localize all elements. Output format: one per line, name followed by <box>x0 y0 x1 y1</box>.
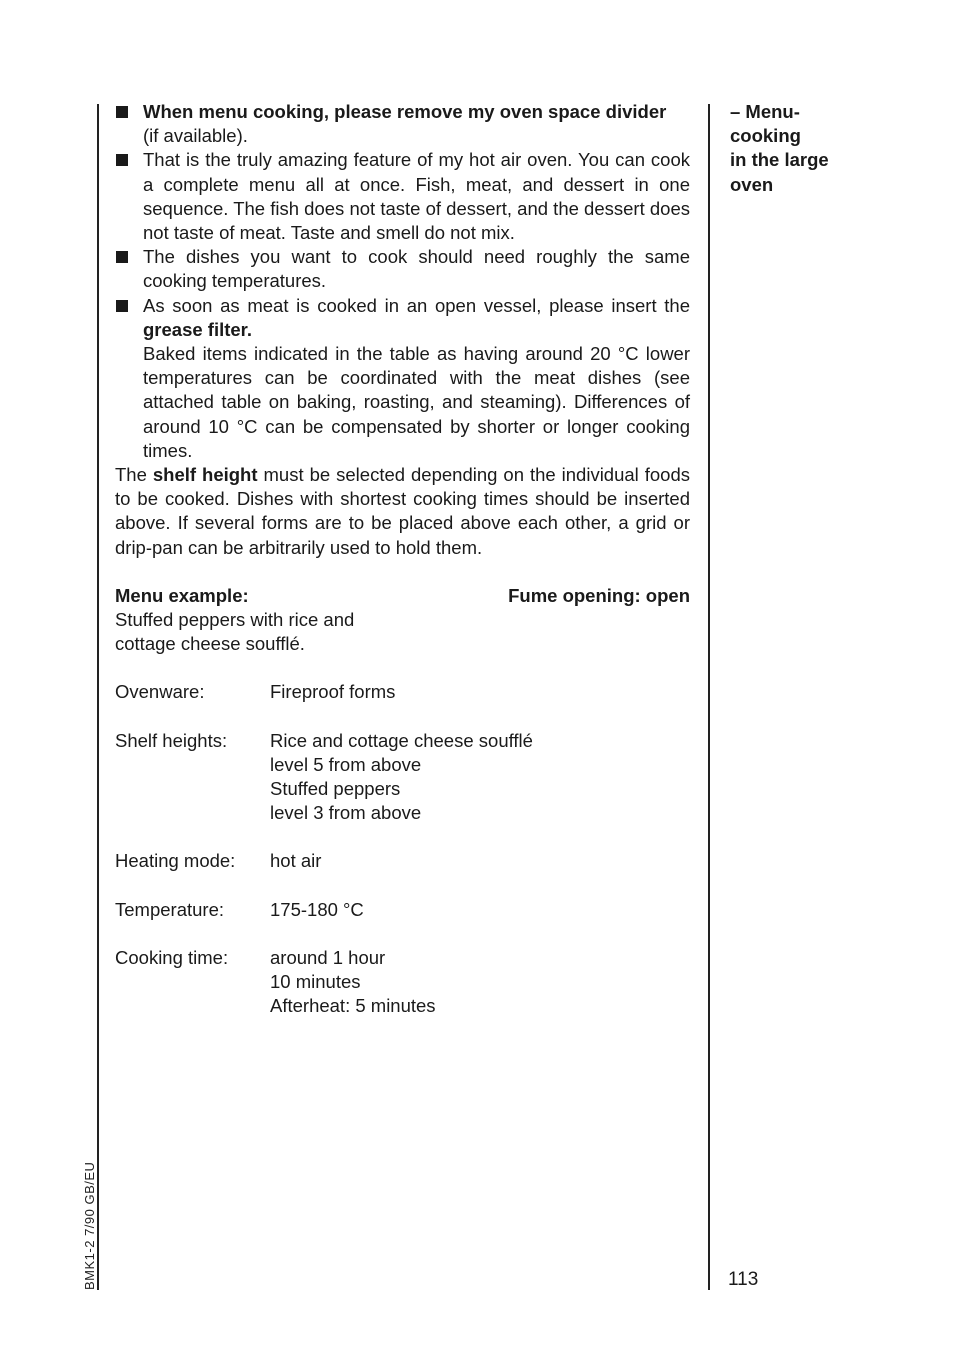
bullet-square-icon <box>116 106 128 118</box>
grease-filter-term: grease filter. <box>143 318 253 340</box>
spec-temperature <box>115 898 690 922</box>
spec-line: Stuffed peppers <box>270 778 401 800</box>
spec-value <box>270 898 690 922</box>
spec-line: Fireproof forms <box>270 681 396 703</box>
bullet-square-icon <box>116 300 128 312</box>
spec-label: Heating mode: <box>115 850 236 872</box>
sidebar-heading <box>730 100 829 197</box>
bullet-square-icon <box>116 251 128 263</box>
bullet-item-3 <box>115 245 690 293</box>
bullet-3-text: The dishes you want to cook should need roughly the same cooking temperatures. <box>143 246 690 292</box>
sidebar-line: cooking <box>730 125 801 147</box>
sidebar-line: – Menu- <box>730 101 800 122</box>
spec-value <box>270 946 690 1019</box>
bullet-2-text: That is the truly amazing feature of my hot air oven. You can cook a complete menu all at once. Fish, meat, and dessert in one sequence. The fish does not taste of dessert, and the dessert does not taste of meat. Taste and smell do not mix. <box>143 149 690 244</box>
spec-value <box>270 729 690 826</box>
bullet-square-icon <box>116 154 128 166</box>
spec-line: 10 minutes <box>270 971 361 993</box>
spec-label: Temperature: <box>115 898 224 920</box>
spec-line: hot air <box>270 850 322 872</box>
left-margin-rule <box>97 104 99 1290</box>
baked-items-text: Baked items indicated in the table as having around 20 °C lower temperatures can be coordinated with the meat dishes (see attached table on baking, roasting, and steaming). Differences of around 10 °C can be compensated by shorter or longer cooking times. <box>143 343 690 461</box>
spec-value <box>270 849 690 873</box>
bullet-item-4 <box>115 294 690 463</box>
spec-label: Shelf heights: <box>115 729 228 751</box>
spec-line: around 1 hour <box>270 946 386 968</box>
spec-value <box>270 680 690 704</box>
bullet-item-2 <box>115 148 690 245</box>
menu-example-line-2: cottage cheese soufflé. <box>115 633 305 655</box>
spec-line: level 3 from above <box>270 802 422 824</box>
menu-example-label: Menu example: <box>115 584 249 606</box>
shelf-height-paragraph <box>115 463 690 560</box>
bullet-4-text: As soon as meat is cooked in an open vessel, please insert the <box>143 294 690 316</box>
bullet-1-bold: When menu cooking, please remove my oven space divider <box>143 101 667 122</box>
spec-label: Ovenware: <box>115 681 205 703</box>
menu-example-line-1: Stuffed peppers with rice and <box>115 609 355 631</box>
spec-shelf-heights <box>115 729 690 826</box>
shelf-height-term: shelf height <box>152 464 258 486</box>
spec-line: Afterheat: 5 minutes <box>270 995 436 1017</box>
right-column-rule <box>708 104 710 1290</box>
bullet-item-1 <box>115 100 690 148</box>
spec-label: Cooking time: <box>115 946 229 968</box>
menu-example-header <box>115 584 690 608</box>
spec-heating-mode <box>115 849 690 873</box>
bullet-1-text: (if available). <box>143 125 248 147</box>
fume-opening-label: Fume opening: open <box>508 584 690 606</box>
shelf-pre: The <box>115 464 147 486</box>
shelf-post: must be selected depending on the individual foods to be cooked. Dishes with shortest cooking times should be inserted above. If several forms are to be placed above each other, a grid or drip-pan can be arbitrarily used to hold them. <box>115 464 691 558</box>
main-column <box>115 100 690 1019</box>
spec-line: level 5 from above <box>270 753 422 775</box>
spec-cooking-time <box>115 946 690 1019</box>
sidebar-line: oven <box>730 173 774 195</box>
spec-line: Rice and cottage cheese soufflé <box>270 729 533 751</box>
footer-code: BMK1-2 7/90 GB/EU <box>82 1161 97 1290</box>
spec-ovenware <box>115 680 690 704</box>
sidebar-line: in the large <box>730 149 829 171</box>
page-number: 113 <box>728 1269 759 1290</box>
spec-line: 175-180 °C <box>270 898 364 920</box>
